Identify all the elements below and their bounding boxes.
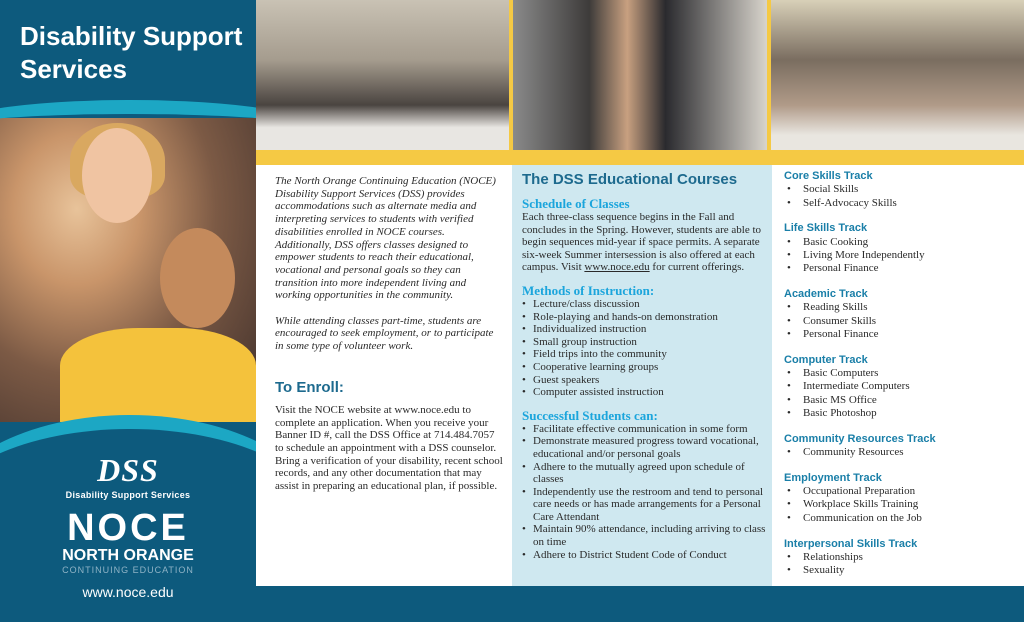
track-list: [784, 446, 1019, 459]
enroll-heading: To Enroll:: [275, 378, 344, 396]
track-item: • Personal Finance: [784, 262, 1019, 275]
success-item: • Maintain 90% attendance, including arriving to class on time: [522, 523, 770, 548]
method-item: • Cooperative learning groups: [522, 361, 770, 374]
track-heading: Community Resources Track: [784, 432, 936, 445]
success-heading: Successful Students can:: [522, 407, 658, 423]
track-heading: Academic Track: [784, 288, 868, 301]
tracks-column: [784, 170, 1019, 577]
left-panel: [0, 0, 256, 622]
track-item: • Personal Finance: [784, 328, 1019, 341]
track-heading: Core Skills Track: [784, 170, 873, 182]
method-item: • Field trips into the community: [522, 348, 770, 361]
dss-logo: DSS: [97, 452, 159, 488]
website-link[interactable]: www.noce.edu: [82, 584, 174, 600]
track-item: • Intermediate Computers: [784, 380, 1019, 393]
track-item: • Basic Computers: [784, 367, 1019, 380]
students-photo: [0, 118, 256, 422]
track-item: • Living More Independently: [784, 249, 1019, 262]
success-item: • Adhere to the mutually agreed upon schedule of classes: [522, 461, 770, 486]
intro-column: [275, 175, 503, 493]
method-item: • Lecture/class discussion: [522, 298, 770, 311]
photo-strip: [256, 0, 1024, 150]
intro-paragraph: The North Orange Continuing Education (NOCE) Disability Support Services (DSS) provides accommodations such as alternate media and interpreting services to students with verified disabilities enrolled in NOCE courses. Additionally, DSS offers classes designed to empower students to reach their educational, vocational and personal goals so they can transition into more independent living and working opportunities in the community.: [275, 175, 496, 302]
track-item: • Communication on the Job: [784, 512, 1019, 525]
track-item: • Basic Cooking: [784, 236, 1019, 249]
success-item: • Demonstrate measured progress toward vocational, educational and/or personal goals: [522, 435, 770, 460]
track-item: • Social Skills: [784, 183, 1019, 196]
page-title: Disability Support Services: [20, 21, 243, 84]
track-item: • Basic MS Office: [784, 394, 1019, 407]
method-item: • Individualized instruction: [522, 323, 770, 336]
north-orange: NORTH ORANGE: [62, 547, 194, 564]
computer-lab-photo: [771, 0, 1024, 150]
enroll-text: Visit the NOCE website at www.noce.edu to complete an application. When you receive your Banner ID #, call the DSS Office at 714.484.7057 to schedule an appointment with a DSS counselor. Bring a verification of your disability, recent school records, and any other documentation that may assist in preparing an educational plan, if possible.: [275, 403, 503, 493]
method-item: • Computer assisted instruction: [522, 386, 770, 399]
track-item: • Basic Photoshop: [784, 407, 1019, 420]
track-item: • Workplace Skills Training: [784, 498, 1019, 511]
methods-heading: Methods of Instruction:: [522, 282, 655, 298]
success-list: [522, 423, 770, 562]
track-heading: Computer Track: [784, 353, 868, 366]
bottom-bar: [256, 586, 1024, 622]
track-list: [784, 551, 1019, 578]
methods-list: [522, 298, 770, 399]
noce-wordmark: NOCE: [67, 507, 189, 549]
track-item: • Self-Advocacy Skills: [784, 197, 1019, 210]
track-heading: Life Skills Track: [784, 222, 868, 235]
track-item: • Relationships: [784, 551, 1019, 564]
track-list: [784, 183, 1019, 210]
success-item: • Independently use the restroom and tend to personal care needs or has made arrangements for a Personal Care Attendant: [522, 486, 770, 524]
track-list: [784, 367, 1019, 420]
success-item: • Adhere to District Student Code of Conduct: [522, 549, 770, 562]
intro-paragraph: While attending classes part-time, students are encouraged to seek employment, or to participate in some type of volunteer work.: [275, 314, 494, 353]
classroom-group-photo: [256, 0, 509, 150]
track-list: [784, 236, 1019, 276]
decorative-arc: [0, 100, 256, 160]
courses-heading: The DSS Educational Courses: [522, 171, 738, 188]
track-list: [784, 485, 1019, 525]
noce-logo: [0, 440, 256, 600]
courses-column: [522, 171, 770, 561]
noce-link[interactable]: www.noce.edu: [584, 261, 650, 274]
track-heading: Employment Track: [784, 471, 882, 484]
track-heading: Interpersonal Skills Track: [784, 537, 918, 550]
success-item: • Facilitate effective communication in some form: [522, 423, 770, 436]
continuing-education: CONTINUING EDUCATION: [62, 565, 194, 575]
method-item: • Role-playing and hands-on demonstration: [522, 311, 770, 324]
track-item: • Community Resources: [784, 446, 1019, 459]
track-item: • Occupational Preparation: [784, 485, 1019, 498]
method-item: • Guest speakers: [522, 374, 770, 387]
yellow-band: [256, 150, 1024, 165]
schedule-heading: Schedule of Classes: [522, 196, 630, 211]
track-item: • Consumer Skills: [784, 315, 1019, 328]
track-item: • Reading Skills: [784, 301, 1019, 314]
dss-subtitle: Disability Support Services: [65, 490, 191, 500]
track-item: • Sexuality: [784, 564, 1019, 577]
award-photo: [513, 0, 766, 150]
schedule-text: Each three-class sequence begins in the Fall and concludes in the Spring. However, students are able to begin sequences mid-year if space permits. A separate six-week Summer intersession is also offered at each campus. Visit www.noce.edu for current offerings.: [522, 211, 762, 274]
method-item: • Small group instruction: [522, 336, 770, 349]
track-list: [784, 301, 1019, 341]
